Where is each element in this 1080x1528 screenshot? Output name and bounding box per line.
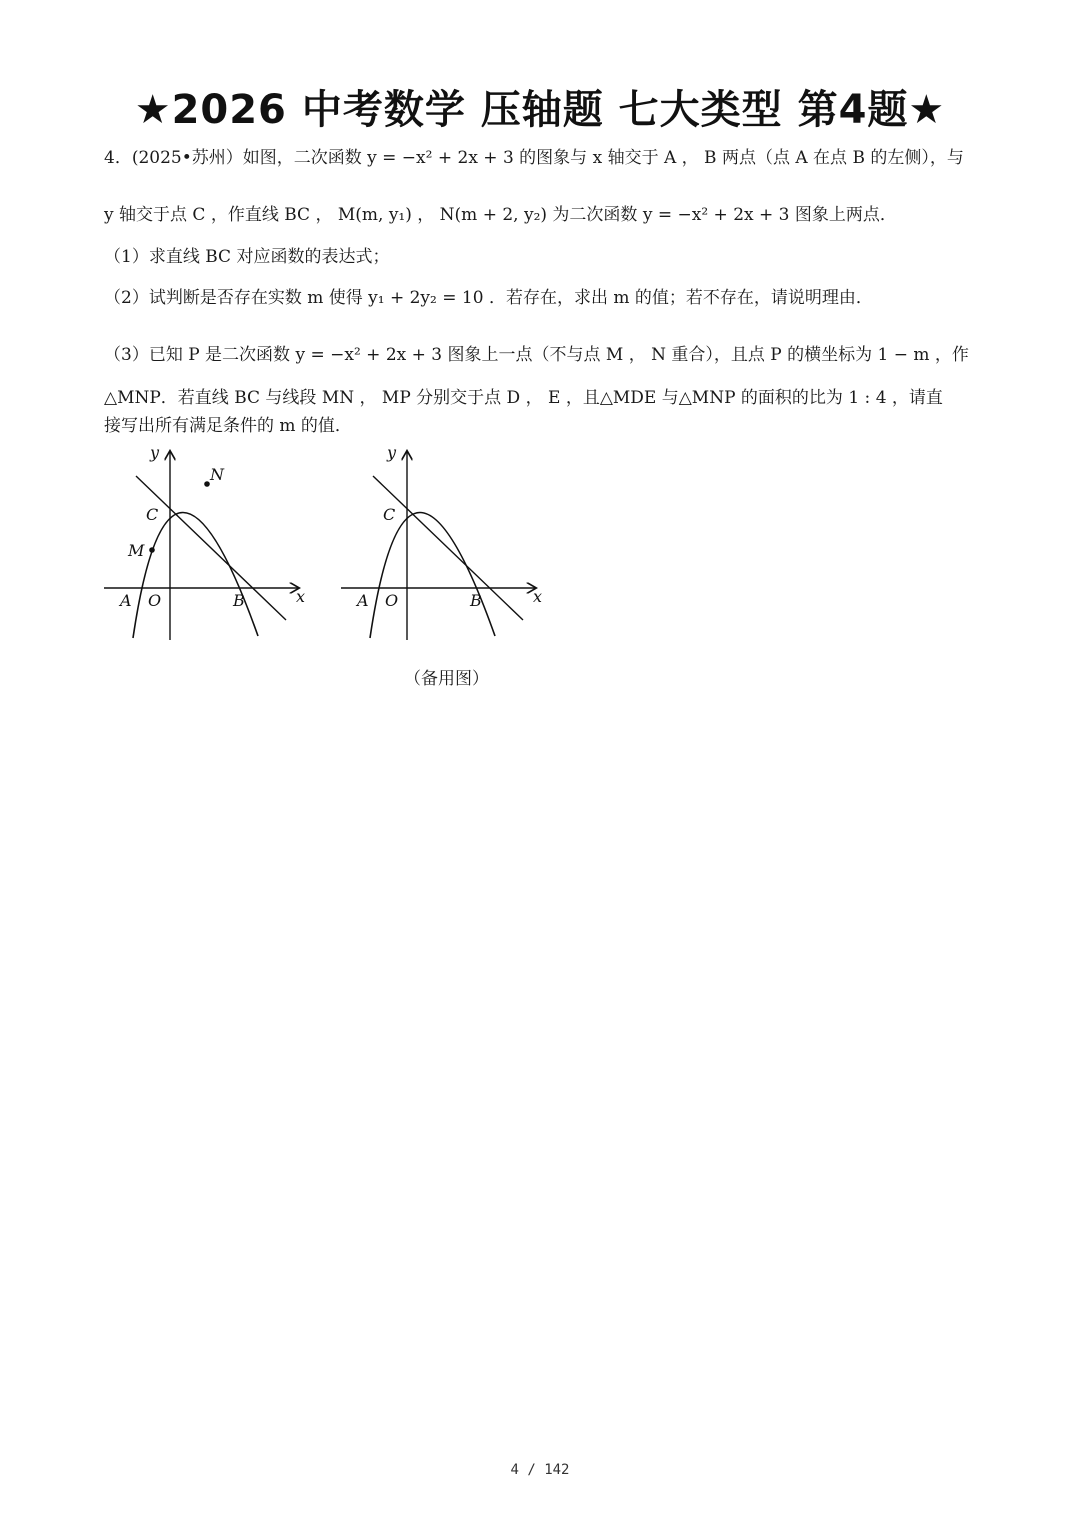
backup-figure-caption: （备用图） [404, 669, 489, 689]
question-part-3-line-3: 接写出所有满足条件的 m 的值． [104, 416, 352, 436]
label-c: C [146, 505, 159, 524]
y-axis-label: y [387, 443, 397, 462]
question-part-3-line-1: （3）已知 P 是二次函数 y = −x² + 2x + 3 图象上一点（不与点 M ， N 重合），且点 P 的横坐标为 1 − m ，作 [104, 345, 969, 365]
question-part-3-line-2: △MNP．若直线 BC 与线段 MN ， MP 分别交于点 D ， E ，且△MDE 与△MNP 的面积的比为 1 : 4 ，请直 [104, 388, 943, 408]
page-title: ★2026 中考数学 压轴题 七大类型 第4题★ [134, 87, 946, 133]
page-number: 4 / 142 [510, 1462, 570, 1478]
label-c: C [383, 505, 396, 524]
label-a: A [357, 591, 369, 610]
label-a: A [120, 591, 132, 610]
point-n [204, 481, 210, 487]
figure-main [100, 440, 320, 650]
figure-backup [337, 440, 557, 650]
label-o: O [148, 591, 162, 610]
point-m [149, 547, 155, 553]
x-axis-label: x [533, 587, 543, 606]
problem-line-2: y 轴交于点 C ，作直线 BC ， M(m, y₁) ， N(m + 2, y₂) 为二次函数 y = −x² + 2x + 3 图象上两点． [104, 205, 897, 225]
label-b: B [470, 591, 482, 610]
y-axis-label: y [150, 443, 160, 462]
label-n: N [210, 465, 224, 484]
question-part-1: （1）求直线 BC 对应函数的表达式； [104, 247, 390, 267]
label-m: M [128, 541, 145, 560]
label-b: B [233, 591, 245, 610]
problem-line-1: 4．(2025•苏州）如图，二次函数 y = −x² + 2x + 3 的图象与 x 轴交于 A ， B 两点（点 A 在点 B 的左侧），与 [104, 148, 964, 168]
label-o: O [385, 591, 399, 610]
x-axis-label: x [296, 587, 306, 606]
question-part-2: （2）试判断是否存在实数 m 使得 y₁ + 2y₂ = 10 ．若存在，求出 m 的值；若不存在，请说明理由． [104, 288, 873, 308]
